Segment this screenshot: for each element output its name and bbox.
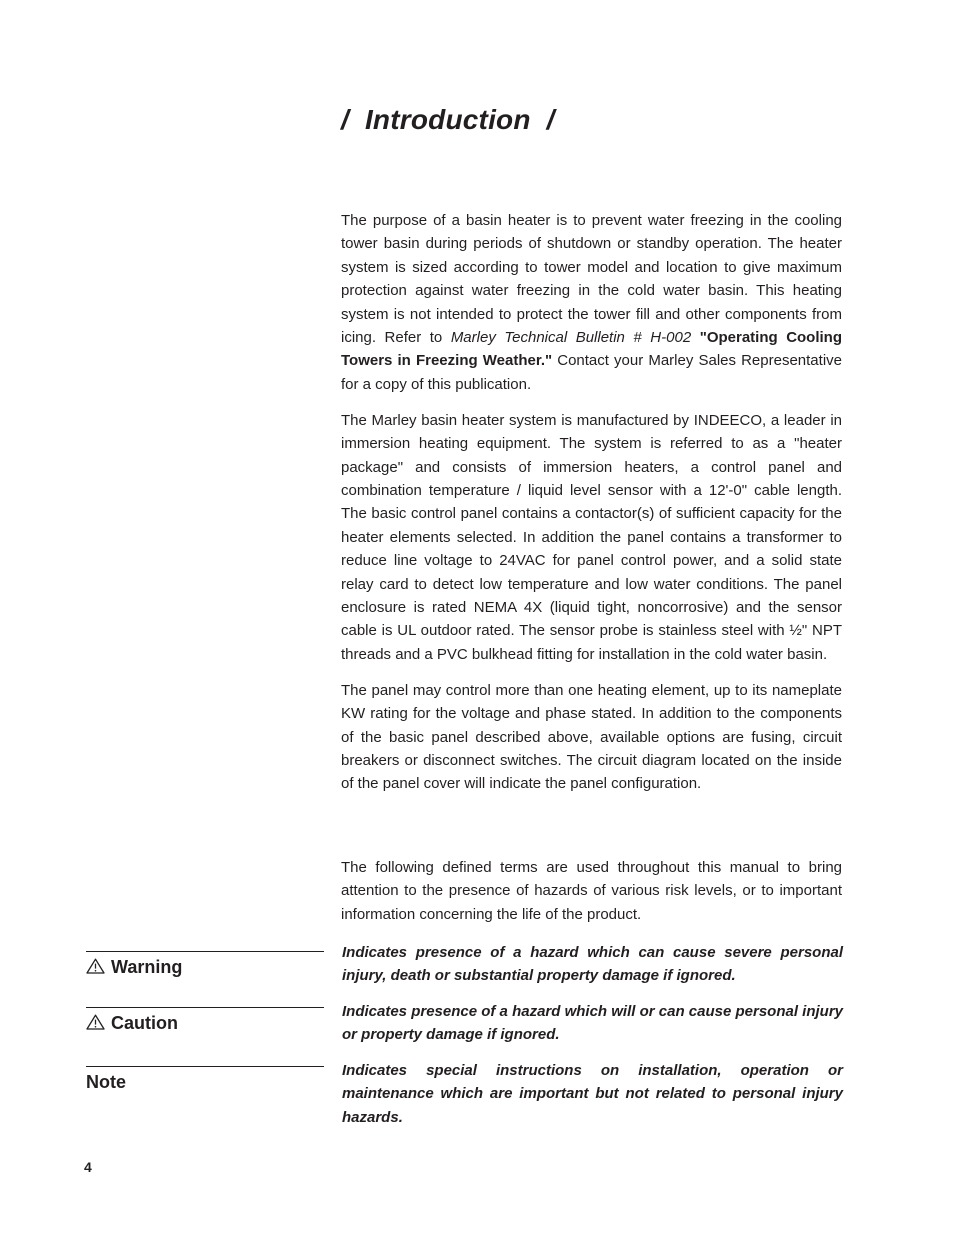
intro-p1-text: The purpose of a basin heater is to prevent water freezing in the cooling tower basin during periods of shutdown or standby operation. The heater system is sized according to tower model and location to give maximum protection against water freezing in the cold water basin. This heating system is not intended to protect the tower fill and other components from icing. Refer to (341, 212, 842, 347)
note-label-text: Note (86, 1072, 126, 1092)
warning-label (86, 951, 324, 978)
bulletin-reference: Marley Technical Bulletin # H-002 (450, 329, 692, 347)
caution-triangle-icon (86, 1014, 105, 1030)
page-title (341, 104, 555, 136)
note-label (86, 1066, 324, 1093)
caution-label-text: Caution (111, 1013, 178, 1033)
warning-description: Indicates presence of a hazard which can cause severe personal injury, death or substantial property damage if ignored. (342, 944, 843, 985)
intro-paragraph-3: The panel may control more than one heating element, up to its nameplate KW rating for the voltage and phase stated. In addition to the components of the basic panel described above, available options are fusing, circuit breakers or disconnect switches. The circuit diagram located on the inside of the panel cover will indicate the panel configuration. (341, 681, 842, 793)
intro-paragraph-2: The Marley basin heater system is manufactured by INDEECO, a leader in immersion heating equipment. The system is referred to as a "heater package" and consists of immersion heaters, a control panel and combination temperature / liquid level sensor with a 12'-0" cable length. The basic control panel contains a contactor(s) of sufficient capacity for the heater elements selected. In addition the panel contains a transformer to reduce line voltage to 24VAC for panel control power, and a solid state relay card to detect low temperature and low water conditions. The panel enclosure is rated NEMA 4X (liquid tight, noncorrosive) and the sensor cable is UL outdoor rated. The sensor probe is stainless steel with ½" NPT threads and a PVC bulkhead fitting for installation in the cold water basin. (341, 411, 842, 663)
terms-lead-paragraph: The following defined terms are used throughout this manual to bring attention to the presence of hazards of various risk levels, or to important information concerning the life of the product. (341, 859, 842, 923)
intro-paragraph-1 (341, 209, 842, 396)
intro-p1-text-end: Contact your Marley Sales Representative for a copy of this publication. (341, 352, 842, 393)
page-number: 4 (84, 1159, 92, 1175)
terms-section (341, 856, 842, 939)
title-slash-right: / (546, 104, 555, 135)
bulletin-title: "Operating Cooling Towers in Freezing Weather." (341, 329, 843, 370)
note-description: Indicates special instructions on installation, operation or maintenance which are important but not related to personal injury hazards. (342, 1062, 843, 1126)
caution-description: Indicates presence of a hazard which will or can cause personal injury or property damage if ignored. (342, 1003, 843, 1044)
title-text: Introduction (364, 104, 531, 135)
title-slash-left: / (341, 104, 349, 135)
warning-triangle-icon (86, 958, 105, 974)
caution-label (86, 1007, 324, 1034)
intro-section (341, 209, 842, 808)
warning-label-text: Warning (111, 957, 183, 977)
